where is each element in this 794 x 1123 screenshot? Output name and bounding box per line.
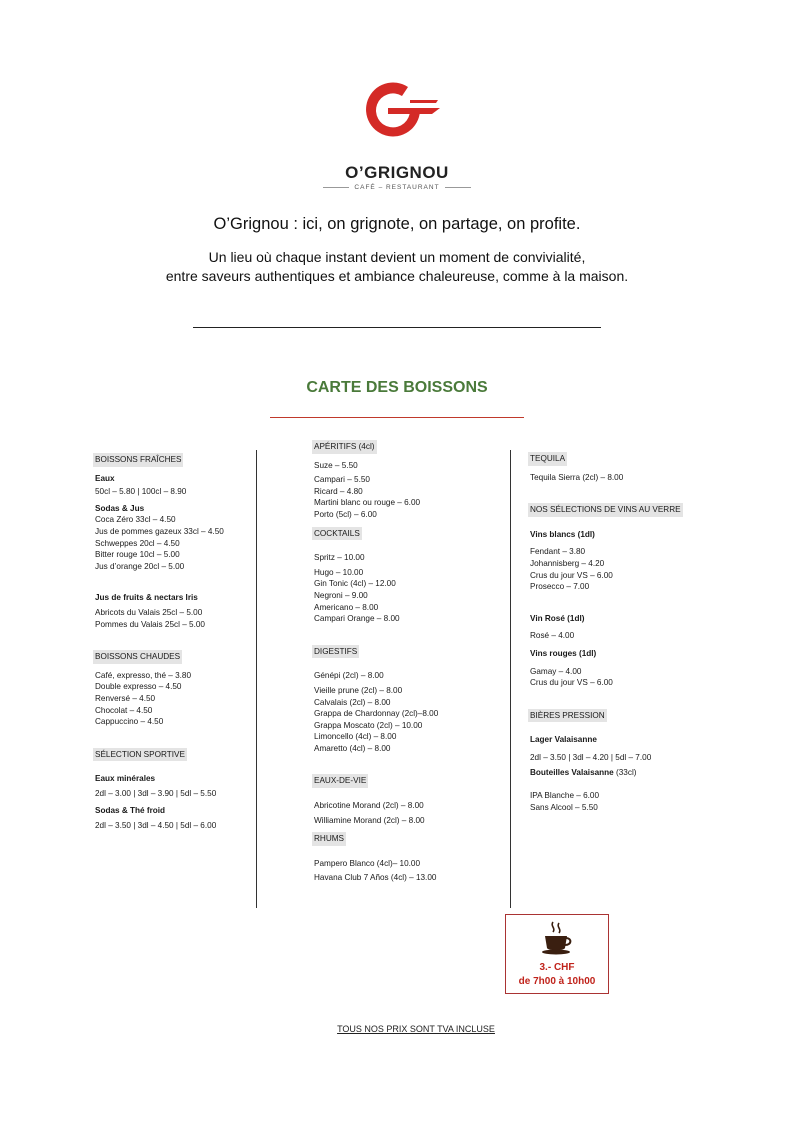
brand-subtitle: CAFÉ – RESTAURANT bbox=[0, 184, 794, 191]
promo-hours: de 7h00 à 10h00 bbox=[518, 976, 596, 987]
menu-item: 2dl – 3.50 | 3dl – 4.50 | 5dl – 6.00 bbox=[95, 821, 217, 831]
menu-item: Spritz – 10.00 bbox=[314, 553, 365, 563]
section-heading: BOISSONS CHAUDES bbox=[93, 650, 182, 664]
menu-item: Coca Zéro 33cl – 4.50 bbox=[95, 515, 176, 525]
menu-item: 2dl – 3.00 | 3dl – 3.90 | 5dl – 5.50 bbox=[95, 788, 217, 798]
subheading: Lager Valaisanne bbox=[530, 735, 597, 745]
menu-item: Abricots du Valais 25cl – 5.00 bbox=[95, 607, 203, 617]
menu-item: Double expresso – 4.50 bbox=[95, 682, 182, 692]
menu-item: Martini blanc ou rouge – 6.00 bbox=[314, 498, 421, 508]
menu-item: Havana Club 7 Años (4cl) – 13.00 bbox=[314, 873, 437, 883]
coffee-cup-icon bbox=[540, 920, 574, 956]
menu-item: Ricard – 4.80 bbox=[314, 486, 363, 496]
menu-item: Suze – 5.50 bbox=[314, 460, 358, 470]
subheading: Jus de fruits & nectars Iris bbox=[95, 593, 198, 603]
menu-item: Amaretto (4cl) – 8.00 bbox=[314, 743, 391, 753]
menu-column-3 bbox=[530, 452, 683, 813]
menu-item: Jus de pommes gazeux 33cl – 4.50 bbox=[95, 526, 224, 536]
page-title: CARTE DES BOISSONS bbox=[306, 379, 488, 396]
subheading: Eaux minérales bbox=[95, 774, 156, 784]
menu-item: Gamay – 4.00 bbox=[530, 666, 582, 676]
menu-item: Sans Alcool – 5.50 bbox=[530, 802, 598, 812]
section-heading: NOS SÉLECTIONS DE VINS AU VERRE bbox=[528, 503, 683, 517]
column-divider bbox=[256, 450, 257, 908]
menu-item: Génépi (2cl) – 8.00 bbox=[314, 671, 384, 681]
subheading: Sodas & Thé froid bbox=[95, 806, 166, 816]
menu-item: Rosé – 4.00 bbox=[530, 631, 575, 641]
menu-item: Gin Tonic (4cl) – 12.00 bbox=[314, 579, 396, 589]
menu-item: Renversé – 4.50 bbox=[95, 693, 156, 703]
subheading: Vin Rosé (1dl) bbox=[530, 613, 585, 623]
menu-column-2 bbox=[314, 440, 438, 884]
menu-item: Bitter rouge 10cl – 5.00 bbox=[95, 550, 180, 560]
subheading: Vins rouges (1dl) bbox=[530, 648, 597, 658]
subheading: Bouteilles Valaisanne (33cl) bbox=[530, 767, 637, 777]
menu-item: Café, expresso, thé – 3.80 bbox=[95, 670, 192, 680]
promo-price: 3.- CHF bbox=[539, 962, 575, 973]
menu-item: Pampero Blanco (4cl)– 10.00 bbox=[314, 858, 421, 868]
menu-item: Crus du jour VS – 6.00 bbox=[530, 570, 613, 580]
breakfast-promo bbox=[505, 914, 609, 994]
menu-item: Johannisberg – 4.20 bbox=[530, 558, 605, 568]
menu-item: Chocolat – 4.50 bbox=[95, 705, 153, 715]
menu-item: Grappa Moscato (2cl) – 10.00 bbox=[314, 720, 423, 730]
column-divider bbox=[510, 450, 511, 908]
section-heading: RHUMS bbox=[312, 832, 346, 846]
title-underline bbox=[270, 417, 524, 418]
menu-item: Vieille prune (2cl) – 8.00 bbox=[314, 685, 403, 695]
section-heading: SÉLECTION SPORTIVE bbox=[93, 748, 187, 762]
menu-item: Prosecco – 7.00 bbox=[530, 582, 590, 592]
section-heading: DIGESTIFS bbox=[312, 645, 359, 659]
menu-item: Hugo – 10.00 bbox=[314, 567, 364, 577]
menu-item: Williamine Morand (2cl) – 8.00 bbox=[314, 815, 425, 825]
logo-mark bbox=[358, 78, 442, 142]
section-heading: BOISSONS FRAÎCHES bbox=[93, 453, 183, 467]
menu-item: Grappa de Chardonnay (2cl)–8.00 bbox=[314, 709, 439, 719]
menu-item: Cappuccino – 4.50 bbox=[95, 717, 164, 727]
menu-item: Negroni – 9.00 bbox=[314, 590, 368, 600]
menu-item: Porto (5cl) – 6.00 bbox=[314, 509, 377, 519]
menu-item: Crus du jour VS – 6.00 bbox=[530, 678, 613, 688]
menu-item: Americano – 8.00 bbox=[314, 602, 379, 612]
section-heading: APÉRITIFS (4cl) bbox=[312, 440, 377, 454]
menu-item: Fendant – 3.80 bbox=[530, 547, 586, 557]
brand-name: O’GRIGNOU bbox=[345, 163, 449, 182]
section-heading: EAUX-DE-VIE bbox=[312, 774, 368, 788]
menu-item: Campari Orange – 8.00 bbox=[314, 614, 400, 624]
subheading: Eaux bbox=[95, 473, 115, 483]
menu-item: Campari – 5.50 bbox=[314, 475, 370, 485]
menu-item: Pommes du Valais 25cl – 5.00 bbox=[95, 619, 205, 629]
menu-item: Abricotine Morand (2cl) – 8.00 bbox=[314, 801, 424, 811]
menu-column-1 bbox=[95, 453, 224, 832]
menu-item: Tequila Sierra (2cl) – 8.00 bbox=[530, 472, 624, 482]
menu-item: 50cl – 5.80 | 100cl – 8.90 bbox=[95, 487, 187, 497]
divider bbox=[193, 327, 601, 328]
menu-item: Limoncello (4cl) – 8.00 bbox=[314, 732, 397, 742]
subheading: Sodas & Jus bbox=[95, 503, 145, 513]
menu-item: IPA Blanche – 6.00 bbox=[530, 791, 600, 801]
menu-item: Schweppes 20cl – 4.50 bbox=[95, 538, 180, 548]
menu-item: Calvalais (2cl) – 8.00 bbox=[314, 697, 391, 707]
section-heading: COCKTAILS bbox=[312, 527, 362, 541]
menu-item: 2dl – 3.50 | 3dl – 4.20 | 5dl – 7.00 bbox=[530, 752, 652, 762]
subheading: Vins blancs (1dl) bbox=[530, 529, 595, 539]
tagline: O’Grignou : ici, on grignote, on partage, on profite. bbox=[213, 215, 581, 233]
menu-item: Jus d’orange 20cl – 5.00 bbox=[95, 561, 185, 571]
section-heading: BIÈRES PRESSION bbox=[528, 709, 607, 723]
section-heading: TEQUILA bbox=[528, 452, 567, 466]
intro: Un lieu où chaque instant devient un moment de convivialité, entre saveurs authentiques et ambiance chaleureuse, comme à la maison. bbox=[165, 249, 629, 284]
footer-note: TOUS NOS PRIX SONT TVA INCLUSE bbox=[337, 1024, 495, 1034]
